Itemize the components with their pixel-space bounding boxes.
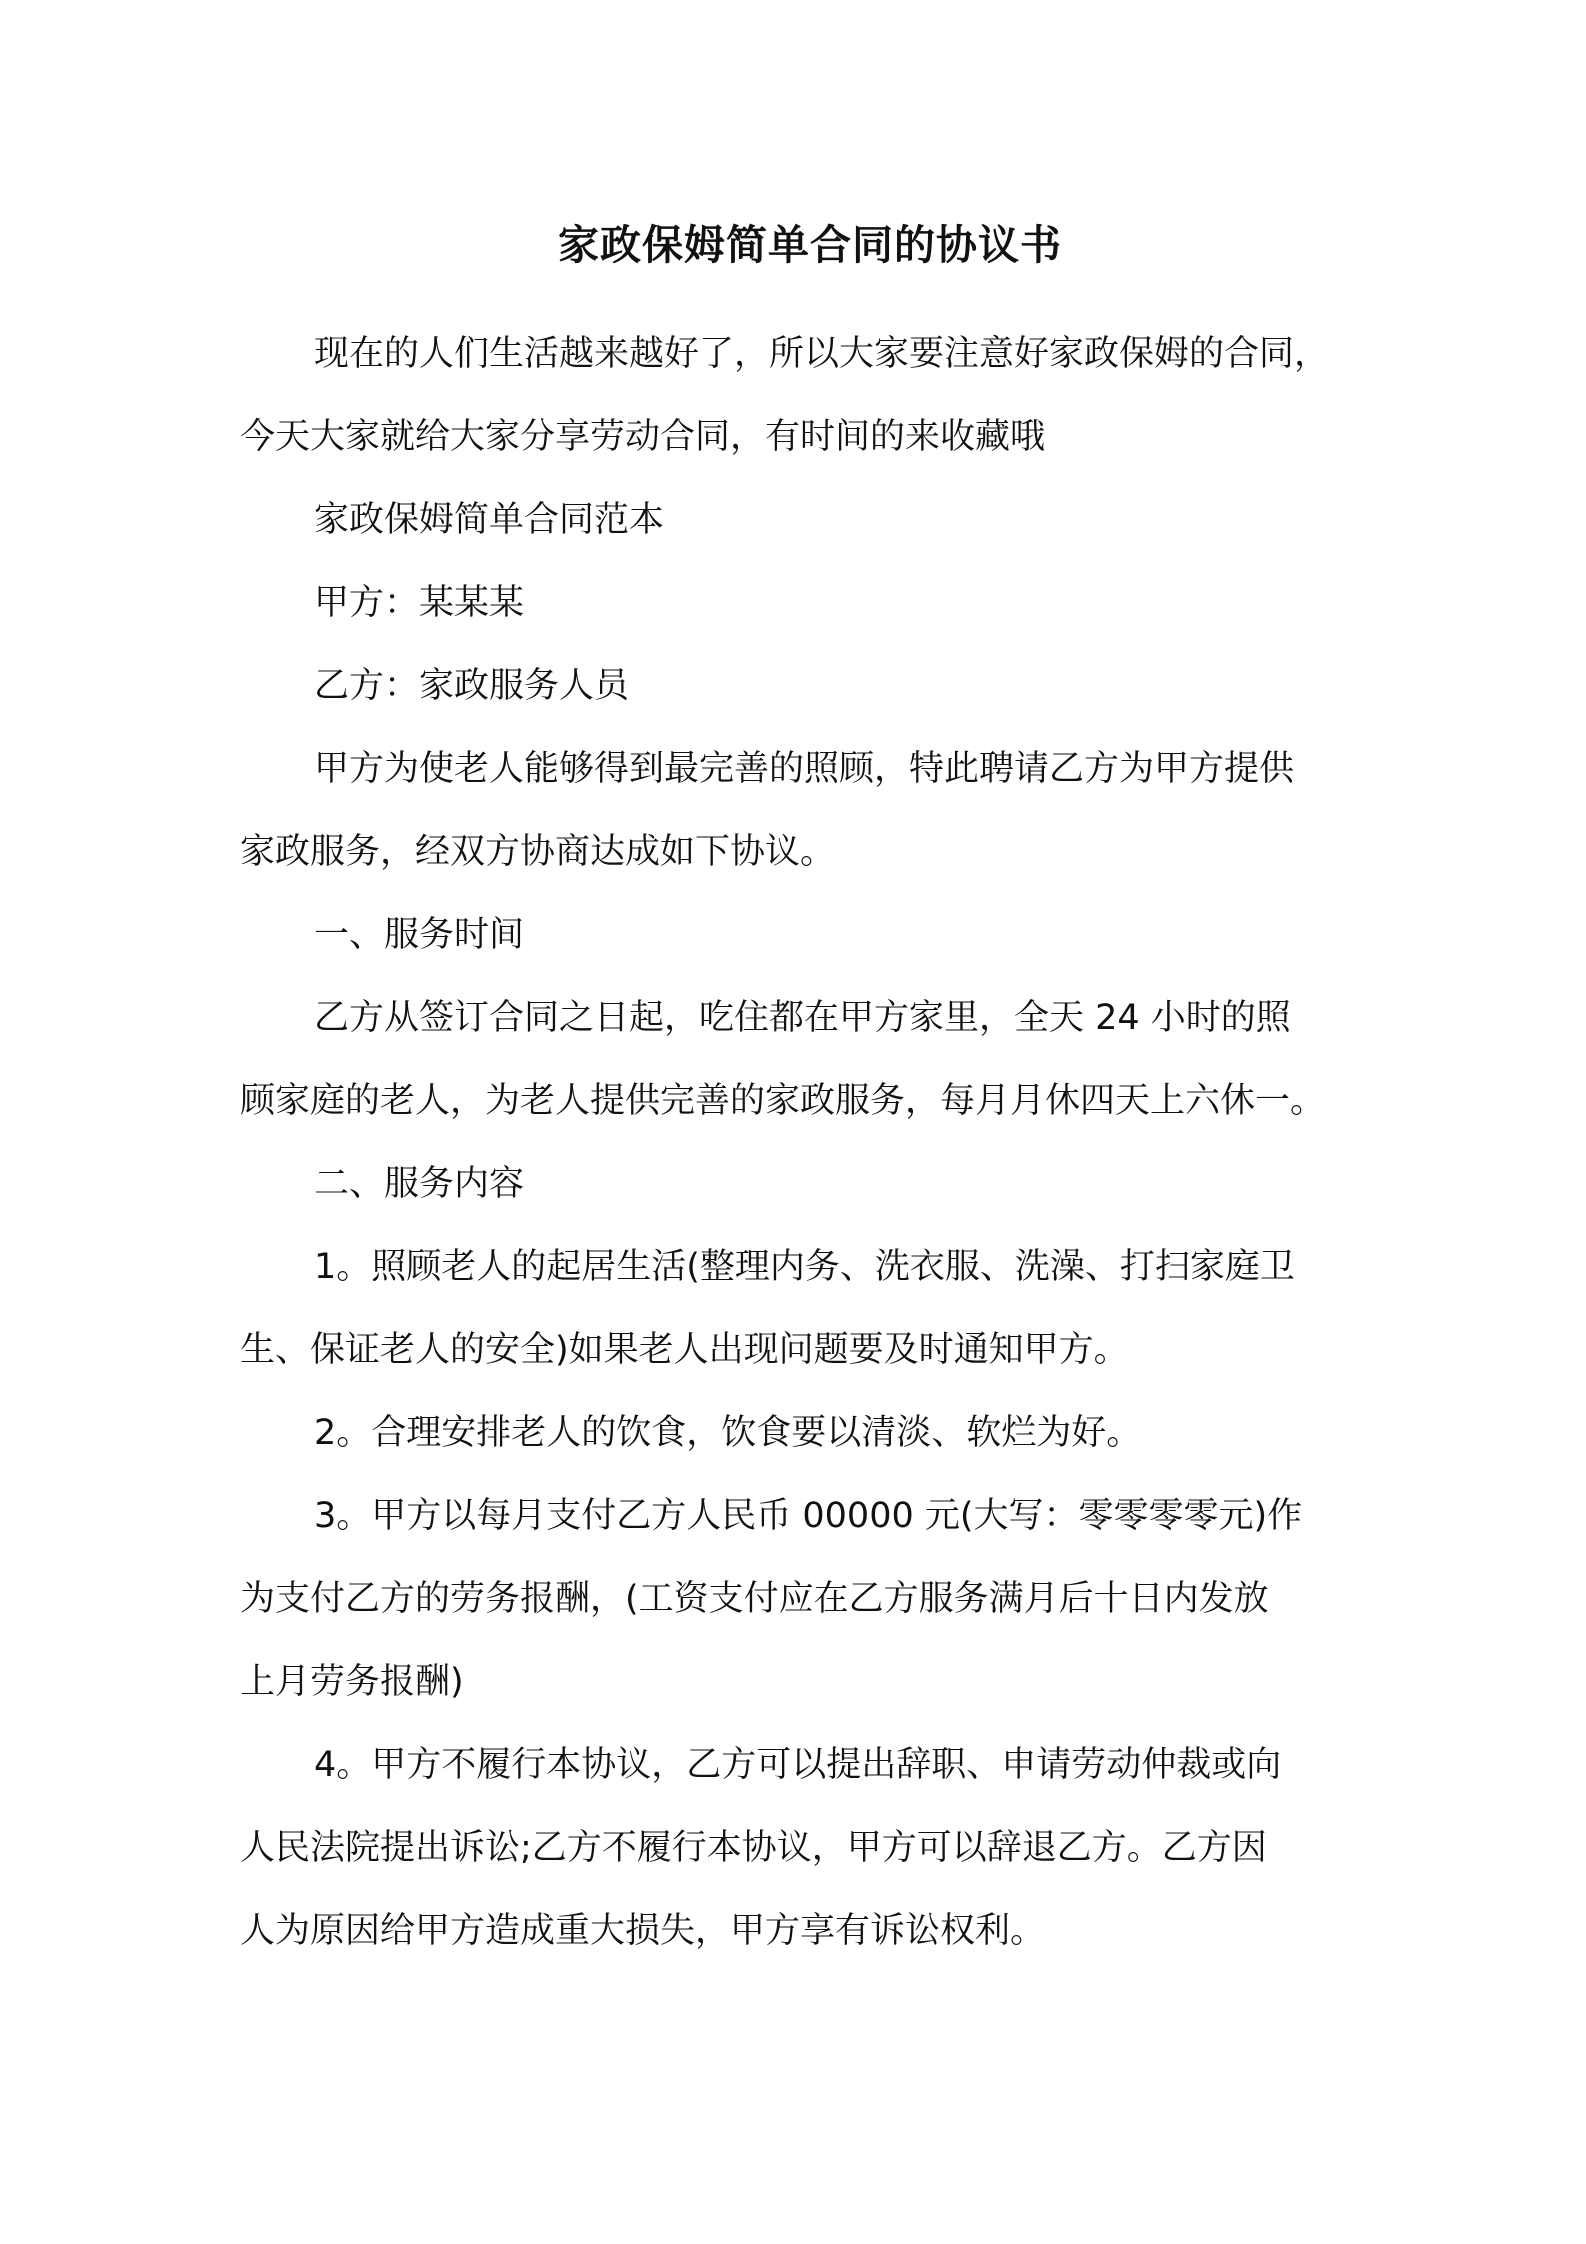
paragraph: [240, 1226, 1350, 1392]
text-line: 人民法院提出诉讼;乙方不履行本协议，甲方可以辞退乙方。乙方因: [240, 1828, 1267, 1868]
text-line: 为支付乙方的劳务报酬，(工资支付应在乙方服务满月后十日内发放: [240, 1579, 1269, 1619]
text-line: 甲方为使老人能够得到最完善的照顾，特此聘请乙方为甲方提供: [314, 749, 1295, 789]
text-line: 顾家庭的老人，为老人提供完善的家政服务，每月月休四天上六休一。: [240, 1081, 1326, 1121]
document-page: [240, 215, 1350, 1973]
text-line: 2。合理安排老人的饮食，饮食要以清淡、软烂为好。: [314, 1413, 1142, 1453]
paragraph: [240, 479, 1350, 562]
paragraph: [240, 645, 1350, 728]
text-line: 家政服务，经双方协商达成如下协议。: [240, 832, 836, 872]
paragraph: [240, 313, 1350, 479]
text-line: 一、服务时间: [314, 915, 525, 955]
text-line: 现在的人们生活越来越好了，所以大家要注意好家政保姆的合同，: [314, 334, 1330, 374]
paragraph: [240, 728, 1350, 894]
text-line: 上月劳务报酬): [240, 1662, 464, 1702]
paragraph: [240, 977, 1350, 1143]
paragraph: [240, 1724, 1350, 1973]
paragraph: [240, 894, 1350, 977]
text-line: 今天大家就给大家分享劳动合同，有时间的来收藏哦: [240, 417, 1046, 457]
text-line: 乙方从签订合同之日起，吃住都在甲方家里，全天 24 小时的照: [314, 998, 1291, 1038]
text-line: 1。照顾老人的起居生活(整理内务、洗衣服、洗澡、打扫家庭卫: [314, 1247, 1295, 1287]
text-line: 人为原因给甲方造成重大损失，甲方享有诉讼权利。: [240, 1911, 1046, 1951]
text-line: 乙方：家政服务人员: [314, 666, 630, 706]
document-body: [240, 313, 1350, 1973]
paragraph: [240, 1392, 1350, 1475]
text-line: 二、服务内容: [314, 1164, 525, 1204]
text-line: 生、保证老人的安全)如果老人出现问题要及时通知甲方。: [240, 1330, 1129, 1370]
text-line: 4。甲方不履行本协议，乙方可以提出辞职、申请劳动仲裁或向: [314, 1745, 1282, 1785]
paragraph: [240, 1143, 1350, 1226]
text-line: 家政保姆简单合同范本: [314, 500, 665, 540]
paragraph: [240, 562, 1350, 645]
text-line: 3。甲方以每月支付乙方人民币 00000 元(大写：零零零零元)作: [314, 1496, 1303, 1536]
document-title: 家政保姆简单合同的协议书: [558, 221, 1062, 269]
text-line: 甲方：某某某: [314, 583, 525, 623]
paragraph: [240, 1475, 1350, 1724]
